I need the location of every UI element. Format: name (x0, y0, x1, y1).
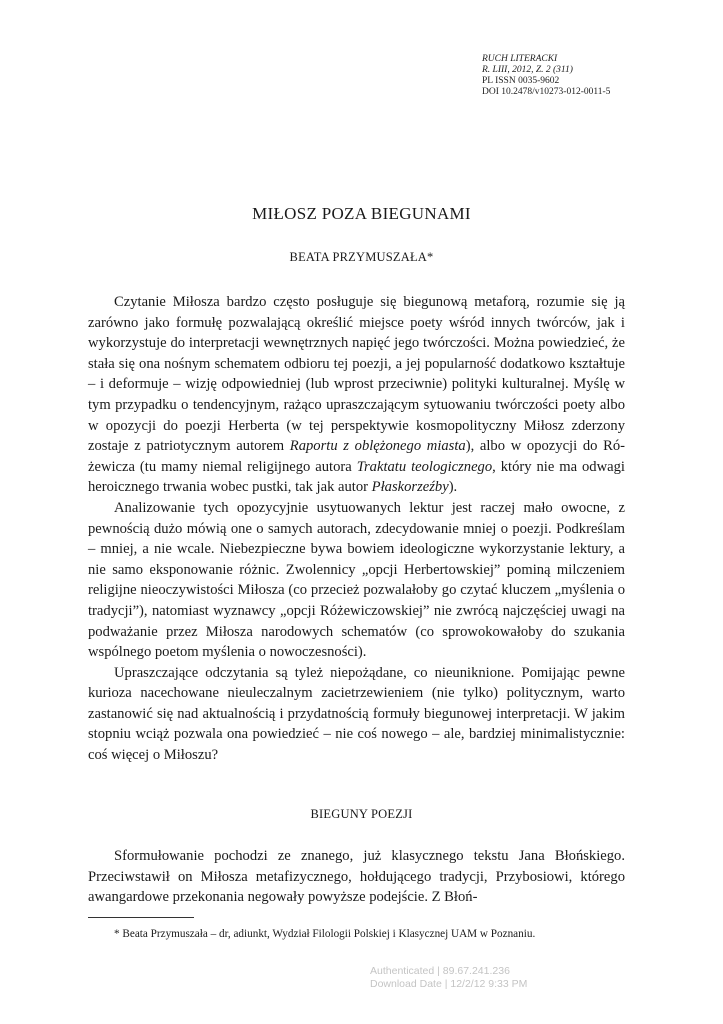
watermark-authenticated: Authenticated | 89.67.241.236 (370, 965, 510, 977)
watermark-download-date: Download Date | 12/2/12 9:33 PM (370, 978, 528, 990)
paragraph-1-text-c: ), albo w opozycji do Różewicza (tu mamy niemal religijnego autora (88, 438, 625, 475)
footnote: * Beata Przymuszała – dr, adiunkt, Wydział Filologii Polskiej i Klasycznej UAM w Poznaniu. (114, 928, 536, 940)
paragraph-1-text-g: ). (448, 479, 458, 496)
paragraph-1-text-e: , który nie ma odwagi heroicznego trwania wobec pustki, tak jak autor (88, 458, 625, 496)
journal-issn: PL ISSN 0035-9602 (482, 76, 560, 86)
section-heading: BIEGUNY POEZJI (310, 807, 413, 821)
section-paragraph-1: Sformułowanie pochodzi ze znanego, już klasycznego tekstu Jana Błońskiego. Przeciwstawił on Miłosza metafizycznego, hołdującego tradycji, Przybosiowi, którego awangardowe przekonania negowały powyższe podejście. Z Błoń- (88, 848, 625, 906)
journal-doi: DOI 10.2478/v10273-012-0011-5 (482, 87, 611, 97)
article-title: MIŁOSZ POZA BIEGUNAMI (252, 204, 471, 223)
paragraph-1-text-a: Czytanie Miłosza bardzo często posługuje się biegunową metaforą, rozumie się ją zarówno jako formułę pozwalającą określić miejsce poety wśród innych twórców, jak i wykorzystuje do interpretacji wewnętrznych napięć jego twórczości. Można powiedzieć, że stała się ona nośnym schematem odbioru tej poezji, a jej popularność dodatkowo kształtuje – i deformuje – wizję odpowiedniej (lub wprost przeciwnie) polityki kulturalnej. Myślę w tym przypadku o tendencyjnym, rażąco upraszczającym sytuowaniu twórczości poety albo w opozycji do poezji Herberta (w tej perspektywie kosmopolityczny Miłosz zderzony zostaje z patriotycznym autorem (88, 294, 625, 455)
paragraph-2: Analizowanie tych opozycyjnie usytuowanych lektur jest raczej mało owocne, z pewnością dużo mówią one o samych autorach, zdecydowanie mniej o poezji. Podkreślam – mniej, a nie wcale. Niebezpieczne bywa bowiem ideologiczne wykorzystanie lektury, a nie samo eksponowanie różnic. Zwolennicy „opcji Herbertowskiej” pominą milczeniem religijne nieoczywistości Miłosza (co przecież pozwalałoby go czytać kluczem „myślenia o tradycji”), natomiast wyznawcy „opcji Różewiczowskiej” nie zwrócą najczęściej uwagi na podważanie przez Miłosza narodowych schematów (co sprowokowałoby do szukania wspólnego poetom myślenia o nowoczesności). (88, 499, 625, 661)
title-plaskorzezby: Płaskorzeźby (371, 479, 449, 496)
section-body (88, 846, 625, 908)
journal-header (482, 54, 610, 98)
article-author: BEATA PRZYMUSZAŁA* (289, 250, 434, 264)
title-traktatu: Traktatu teologicznego (356, 458, 493, 475)
article-body (88, 292, 625, 766)
footnote-rule (88, 917, 194, 918)
paragraph-1 (88, 292, 625, 498)
journal-name: RUCH LITERACKI (482, 54, 558, 64)
journal-volume: R. LIII, 2012, Z. 2 (311) (482, 65, 573, 75)
paragraph-3: Upraszczające odczytania są tyleż niepożądane, co nieuniknione. Pomijając pewne kurioza nacechowane nieuleczalnym zacietrzewieniem (nie tylko) politycznym, warto zastanowić się nad aktualnością i przydatnością formuły biegunowej interpretacji. W jakim stopniu wciąż pozwala ona powiedzieć – nie coś nowego – ale, bardziej minimalistycznie: coś więcej o Miłoszu? (88, 664, 625, 764)
download-watermark (370, 965, 527, 991)
title-raportu: Raportu z oblężonego miasta (289, 438, 466, 455)
